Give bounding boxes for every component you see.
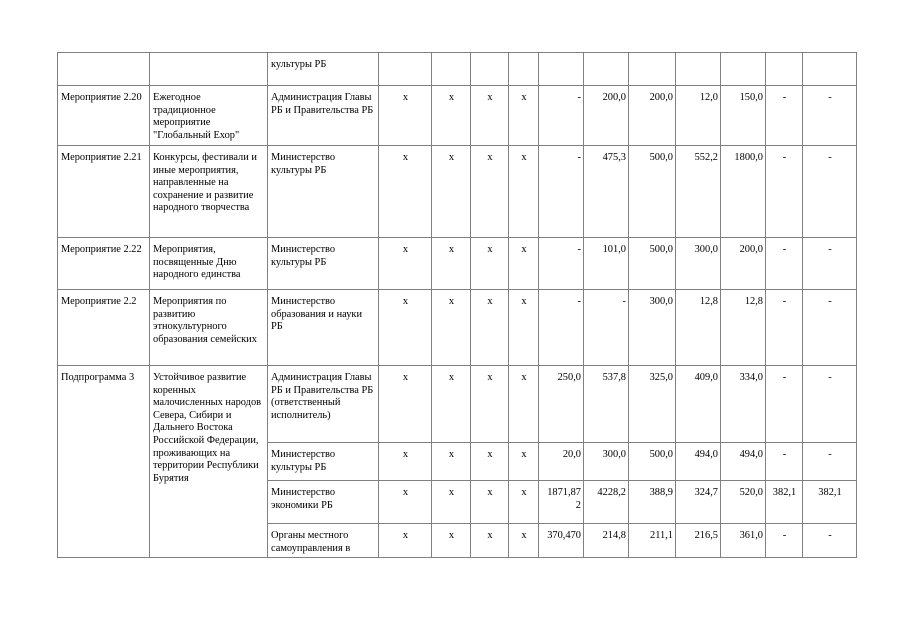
cell-value xyxy=(539,53,584,86)
cell-value: 101,0 xyxy=(584,238,629,290)
cell-category: Мероприятие 2.20 xyxy=(58,86,150,146)
cell-value: - xyxy=(766,238,803,290)
cell-value: х xyxy=(379,524,432,558)
cell-name: Устойчивое развитие коренных малочисленных народов Севера, Сибири и Дальнего Востока Российской Федерации, проживающих на территории Республики Бурятия xyxy=(150,366,268,558)
cell-value: - xyxy=(539,86,584,146)
cell-value: х xyxy=(509,290,539,366)
cell-value: 388,9 xyxy=(629,481,676,524)
table-row xyxy=(58,290,857,366)
cell-value: 500,0 xyxy=(629,443,676,481)
cell-value: 494,0 xyxy=(721,443,766,481)
cell-value: - xyxy=(539,238,584,290)
cell-value: 214,8 xyxy=(584,524,629,558)
table-row xyxy=(58,86,857,146)
cell-value: 382,1 xyxy=(803,481,857,524)
cell-category: Мероприятие 2.22 xyxy=(58,238,150,290)
cell-value xyxy=(676,53,721,86)
cell-value: 20,0 xyxy=(539,443,584,481)
cell-value: х xyxy=(432,86,471,146)
cell-value: - xyxy=(803,366,857,443)
cell-value: 494,0 xyxy=(676,443,721,481)
cell-value: 211,1 xyxy=(629,524,676,558)
table-row xyxy=(58,366,857,443)
cell-value: 552,2 xyxy=(676,146,721,238)
cell-executor: Министерство экономики РБ xyxy=(268,481,379,524)
cell-category: Мероприятие 2.21 xyxy=(58,146,150,238)
cell-value: х xyxy=(379,481,432,524)
cell-value: х xyxy=(471,290,509,366)
cell-value: х xyxy=(509,146,539,238)
cell-value: 200,0 xyxy=(584,86,629,146)
cell-value xyxy=(721,53,766,86)
cell-value: 325,0 xyxy=(629,366,676,443)
cell-value: - xyxy=(766,443,803,481)
cell-value xyxy=(803,53,857,86)
cell-value: 537,8 xyxy=(584,366,629,443)
cell-value: - xyxy=(766,366,803,443)
cell-value: 12,0 xyxy=(676,86,721,146)
cell-value: х xyxy=(471,366,509,443)
cell-value: х xyxy=(379,86,432,146)
cell-value: - xyxy=(766,290,803,366)
cell-value xyxy=(584,53,629,86)
cell-value: 520,0 xyxy=(721,481,766,524)
cell-value: - xyxy=(584,290,629,366)
table-row xyxy=(58,238,857,290)
cell-value: х xyxy=(379,443,432,481)
cell-value: - xyxy=(766,86,803,146)
cell-executor: культуры РБ xyxy=(268,53,379,86)
cell-value: х xyxy=(471,443,509,481)
cell-value: х xyxy=(432,366,471,443)
cell-name: Конкурсы, фестивали и иные мероприятия, направленные на сохранение и развитие народного творчества xyxy=(150,146,268,238)
cell-value: х xyxy=(432,290,471,366)
cell-value: - xyxy=(539,290,584,366)
cell-value: 361,0 xyxy=(721,524,766,558)
cell-executor: Министерство культуры РБ xyxy=(268,443,379,481)
cell-value: х xyxy=(379,146,432,238)
cell-category: Мероприятие 2.2 xyxy=(58,290,150,366)
cell-value: х xyxy=(509,443,539,481)
cell-value: х xyxy=(379,366,432,443)
cell-value: - xyxy=(803,443,857,481)
cell-value: 382,1 xyxy=(766,481,803,524)
cell-executor: Министерство образования и науки РБ xyxy=(268,290,379,366)
cell-value: 150,0 xyxy=(721,86,766,146)
cell-name xyxy=(150,53,268,86)
cell-value: х xyxy=(432,524,471,558)
cell-value: - xyxy=(803,146,857,238)
cell-value: - xyxy=(539,146,584,238)
cell-value: - xyxy=(766,524,803,558)
cell-value: 409,0 xyxy=(676,366,721,443)
cell-value: х xyxy=(432,481,471,524)
table-row xyxy=(58,53,857,86)
cell-value: 216,5 xyxy=(676,524,721,558)
cell-name: Ежегодное традиционное мероприятие "Глобальный Ехор" xyxy=(150,86,268,146)
cell-executor: Администрация Главы РБ и Правительства РБ xyxy=(268,86,379,146)
cell-value: - xyxy=(803,238,857,290)
cell-value: - xyxy=(766,146,803,238)
program-table xyxy=(57,52,857,558)
table-row xyxy=(58,146,857,238)
cell-value: 200,0 xyxy=(629,86,676,146)
cell-value: 1800,0 xyxy=(721,146,766,238)
cell-value: х xyxy=(471,524,509,558)
cell-value: х xyxy=(432,443,471,481)
cell-value: х xyxy=(471,481,509,524)
cell-value: 300,0 xyxy=(629,290,676,366)
cell-value: 12,8 xyxy=(721,290,766,366)
cell-value: х xyxy=(509,238,539,290)
cell-value: 334,0 xyxy=(721,366,766,443)
cell-value: 324,7 xyxy=(676,481,721,524)
cell-executor: Администрация Главы РБ и Правительства РБ (ответственный исполнитель) xyxy=(268,366,379,443)
cell-value: - xyxy=(803,290,857,366)
cell-value: 300,0 xyxy=(676,238,721,290)
cell-value: 200,0 xyxy=(721,238,766,290)
cell-value xyxy=(629,53,676,86)
cell-value xyxy=(379,53,432,86)
cell-value: х xyxy=(379,238,432,290)
cell-value xyxy=(509,53,539,86)
cell-executor: Органы местного самоуправления в xyxy=(268,524,379,558)
cell-value: х xyxy=(379,290,432,366)
cell-value: 500,0 xyxy=(629,238,676,290)
cell-name: Мероприятия по развитию этнокультурного образования семейских xyxy=(150,290,268,366)
cell-value: х xyxy=(432,238,471,290)
cell-value: х xyxy=(509,481,539,524)
cell-executor: Министерство культуры РБ xyxy=(268,146,379,238)
cell-value: 4228,2 xyxy=(584,481,629,524)
cell-value: 300,0 xyxy=(584,443,629,481)
cell-category: Подпрограмма 3 xyxy=(58,366,150,558)
cell-value: 250,0 xyxy=(539,366,584,443)
cell-value: 370,470 xyxy=(539,524,584,558)
cell-value: х xyxy=(471,238,509,290)
cell-value: - xyxy=(803,86,857,146)
cell-value: х xyxy=(471,86,509,146)
cell-value: х xyxy=(432,146,471,238)
cell-value: 475,3 xyxy=(584,146,629,238)
cell-value xyxy=(766,53,803,86)
cell-value: 12,8 xyxy=(676,290,721,366)
cell-value: - xyxy=(803,524,857,558)
cell-value: х xyxy=(509,86,539,146)
cell-value xyxy=(432,53,471,86)
cell-value: 500,0 xyxy=(629,146,676,238)
cell-value: х xyxy=(509,366,539,443)
cell-name: Мероприятия, посвященные Дню народного единства xyxy=(150,238,268,290)
cell-value: 1871,87 2 xyxy=(539,481,584,524)
cell-value: х xyxy=(471,146,509,238)
cell-value xyxy=(471,53,509,86)
cell-category xyxy=(58,53,150,86)
cell-executor: Министерство культуры РБ xyxy=(268,238,379,290)
cell-value: х xyxy=(509,524,539,558)
